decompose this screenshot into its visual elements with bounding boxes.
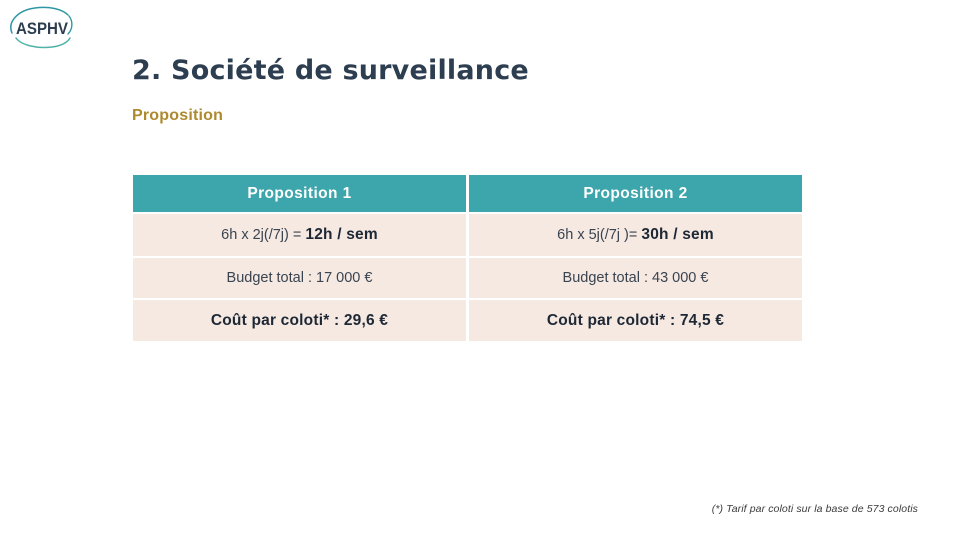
- cell-text-bold: 12h / sem: [305, 226, 378, 243]
- slide-subtitle: Proposition: [132, 107, 224, 124]
- slide-title: 2. Société de surveillance: [132, 55, 529, 86]
- cell-text: 6h x 5j(/7j )=: [557, 227, 642, 243]
- cell-text: Budget total : 43 000 €: [562, 270, 709, 286]
- cell-text-bold: Coût par coloti* : 29,6 €: [210, 311, 389, 329]
- cell-text: 6h x 2j(/7j) =: [221, 227, 306, 243]
- table-cell-cost-prop1: [133, 300, 466, 341]
- table-header-proposition-2: Proposition 2: [469, 175, 802, 212]
- table-cell-hours-prop1: [133, 214, 466, 256]
- proposals-table: [133, 175, 802, 341]
- cell-text-bold: 30h / sem: [641, 226, 714, 243]
- cell-text-bold: Coût par coloti* : 74,5 €: [546, 311, 725, 329]
- footnote: (*) Tarif par coloti sur la base de 573 colotis: [711, 503, 918, 515]
- table-cell-cost-prop2: [469, 300, 802, 341]
- table-header-proposition-1: Proposition 1: [133, 175, 466, 212]
- logo-text: ASPHV: [16, 19, 69, 38]
- table-cell-budget-prop2: [469, 258, 802, 298]
- asphv-logo: [5, 3, 79, 50]
- cell-text: Budget total : 17 000 €: [226, 270, 373, 286]
- table-cell-hours-prop2: [469, 214, 802, 256]
- table-cell-budget-prop1: [133, 258, 466, 298]
